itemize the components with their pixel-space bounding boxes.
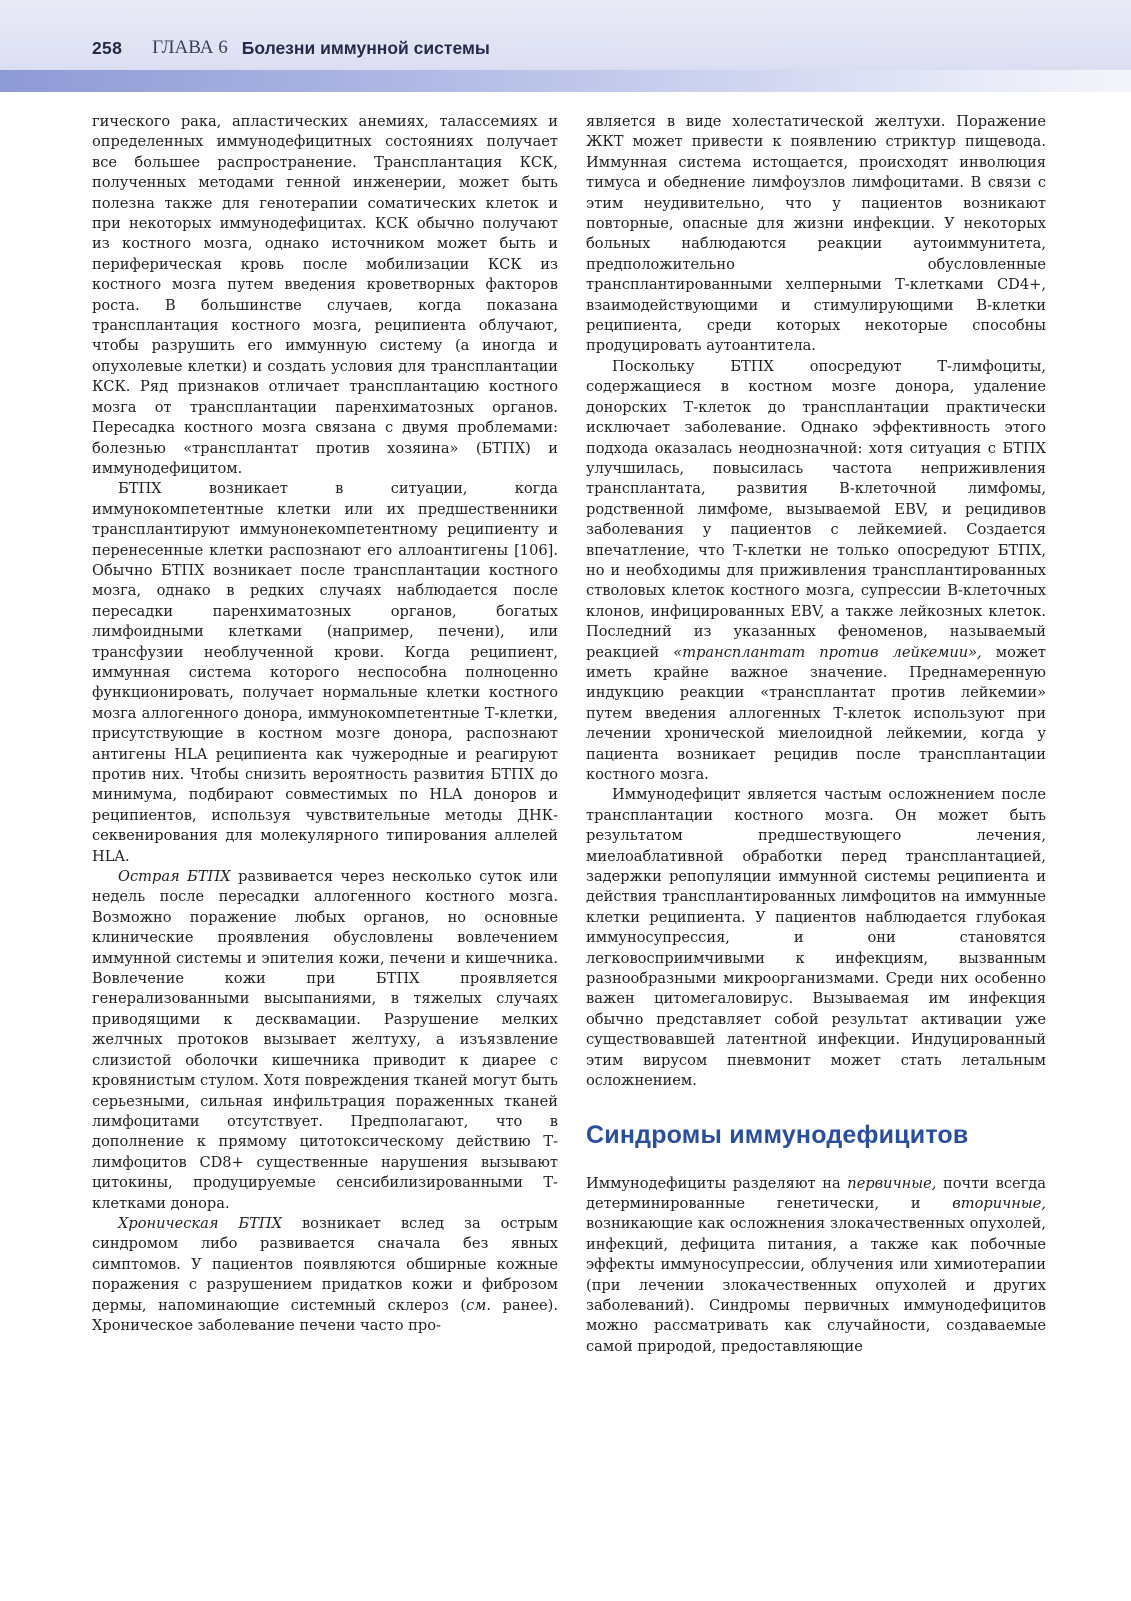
paragraph [586, 357, 1046, 786]
paragraph [92, 1214, 558, 1336]
paragraph: Иммунодефицит является частым осложнением после трансплантации костного мозга. Он может быть результатом предшествующего лечения, миелоаблативной обработки перед трансплантацией, задержки репопуляции иммунной системы реципиента и действия трансплантированных лимфоцитов на иммунные клетки реципиента. У пациентов наблюдается глубокая иммуносупрессия, и они становятся легковосприимчивыми к инфекциям, вызванным разнообразными микроорганизмами. Среди них особенно важен цитомегаловирус. Вызываемая им инфекция обычно представляет собой результат активации уже существовавшей латентной инфекции. Индуцированный этим вирусом пневмонит может стать летальным осложнением. [586, 786, 1046, 1090]
term-graft-vs-leukemia: «трансплантат против лейкемии», [673, 643, 982, 661]
paragraph [586, 1174, 1046, 1358]
page-number: 258 [92, 37, 123, 58]
paragraph-text: Иммунодефициты разделяют на [586, 1174, 848, 1192]
section-heading: Синдромы иммунодефицитов [586, 1120, 969, 1149]
paragraph-text: почти всегда детерминированные генетически, и [586, 1174, 1046, 1212]
paragraph [92, 867, 558, 1214]
left-column [92, 112, 558, 1336]
term-chronic-gvhd: Хроническая БТПХ [118, 1214, 283, 1232]
paragraph-text: возникающие как осложнения злокачественных опухолей, инфекций, дефицита питания, а также как побочные эффекты иммуносупрессии, облучения или химиотерапии (при лечении злокачественных опухолей и других заболеваний). Синдромы первичных иммунодефицитов можно рассматривать как случайности, создаваемые самой природой, предоставляющие [586, 1215, 1046, 1355]
term-secondary: вторичные, [952, 1194, 1046, 1212]
paragraph-text: Поскольку БТПХ опосредуют Т-лимфоциты, содержащиеся в костном мозге донора, удаление донорских Т-клеток до трансплантации практически исключает заболевание. Однако эффективность этого подхода оказалась неоднозначной: хотя ситуация с БТПХ улучшилась, повысилась частота неприживления трансплантата, развития В-клеточной лимфомы, родственной лимфоме, вызываемой EBV, и рецидивов заболевания у пациентов с лейкемией. Создается впечатление, что Т-клетки не только опосредуют БТПХ, но и необходимы для приживления трансплантированных стволовых клеток костного мозга, супрессии В-клеточных клонов, инфицированных EBV, а также лейкозных клеток. Последний из указанных феноменов, называемый реакцией [586, 357, 1046, 661]
paragraph [92, 479, 558, 867]
term-acute-gvhd: Острая БТПХ [118, 868, 231, 886]
term-primary: первичные, [847, 1174, 937, 1192]
paragraph: является в виде холестатической желтухи. Поражение ЖКТ может привести к появлению стриктур пищевода. Иммунная система истощается, происходят инволюция тимуса и обеднение лимфоузлов лимфоцитами. В связи с этим неудивительно, что у пациентов возникают повторные, опасные для жизни инфекции. У некоторых больных наблюдаются реакции аутоиммунитета, предположительно обусловленные трансплантированными хелперными Т-клетками CD4+, взаимодействующими и стимулирующими В-клетки реципиента, среди которых некоторые способны продуцировать аутоантитела. [586, 113, 1046, 355]
cross-reference: см. [466, 1296, 492, 1314]
chapter-label: ГЛАВА 6 [152, 37, 228, 58]
paragraph: гического рака, апластических анемиях, талассемиях и определенных иммунодефицитных состояниях получает все большее распространение. Трансплантация КСК, полученных методами генной инженерии, может быть полезна также для генотерапии соматических клеток и при некоторых иммунодефицитах. КСК обычно получают из костного мозга, однако источником может быть и периферическая кровь после мобилизации КСК из костного мозга путем введения кроветворных факторов роста. В большинстве случаев, когда показана трансплантация костного мозга, реципиента облучают, чтобы разрушить его иммунную систему (а иногда и опухолевые клетки) и создать условия для трансплантации КСК. Ряд признаков отличает трансплантацию костного мозга от трансплантации паренхиматозных органов. Пересадка костного мозга связана с двумя проблемами: болезнью «трансплантат против хозяина» (БТПХ) и иммунодефицитом. [92, 113, 558, 477]
right-column [586, 112, 1046, 1357]
paragraph-text: возникает вслед за острым синдромом либо развивается сначала без явных симптомов. У пациентов появляются обширные кожные поражения с разрушением придатков кожи и фиброзом дермы, напоминающие системный склероз ( [92, 1214, 558, 1314]
chapter-title: Болезни иммунной системы [241, 37, 490, 58]
running-header [92, 34, 490, 62]
header-gradient-stripe [0, 70, 1131, 92]
paragraph-text: может иметь крайне важное значение. Преднамеренную индукцию реакции «трансплантат против лейкемии» путем введения аллогенных Т-клеток используют при лечении хронической миелоидной лейкемии, когда у пациента возникает рецидив после трансплантации костного мозга. [586, 643, 1046, 783]
paragraph-text: развивается через несколько суток или недель после пересадки аллогенного костного мозга. Возможно поражение любых органов, но основные клинические проявления обусловлены вовлечением иммунной системы и эпителия кожи, печени и кишечника. Вовлечение кожи при БТПХ проявляется генерализованными высыпаниями, в тяжелых случаях приводящими к десквамации. Разрушение мелких желчных протоков вызывает желтуху, а изъязвление слизистой оболочки кишечника приводит к диарее с кровянистым стулом. Хотя повреждения тканей могут быть серьезными, сильная инфильтрация пораженных тканей лимфоцитами отсутствует. Предполагают, что в дополнение к прямому цитотоксическому действию Т-лимфоцитов CD8+ существенные нарушения вызывают цитокины, продуцируемые сенсибилизированными Т-клетками донора. [92, 868, 558, 1212]
paragraph-text: ранее). Хроническое заболевание печени часто про- [92, 1296, 558, 1334]
paragraph-text: БТПХ возникает в ситуации, когда иммунокомпетентные клетки или их предшественники трансплантируют иммунонекомпетентному реципиенту и перенесенные клетки распознают его аллоантигены [106]. Обычно БТПХ возникает после трансплантации костного мозга, однако в редких случаях наблюдается после пересадки паренхиматозных органов, богатых лимфоидными клетками (например, печени), или трансфузии необлученной крови. Когда реципиент, иммунная система которого неспособна полноценно функционировать, получает нормальные клетки костного мозга аллогенного донора, иммунокомпетентные Т-клетки, присутствующие в костном мозге донора, распознают антигены HLA реципиента как чужеродные и реагируют против них. Чтобы снизить вероятность развития БТПХ до минимума, подбирают совместимых по HLA доноров и реципиентов, используя чувствительные методы ДНК-секвенирования для молекулярного типирования аллелей HLA. [92, 480, 558, 865]
